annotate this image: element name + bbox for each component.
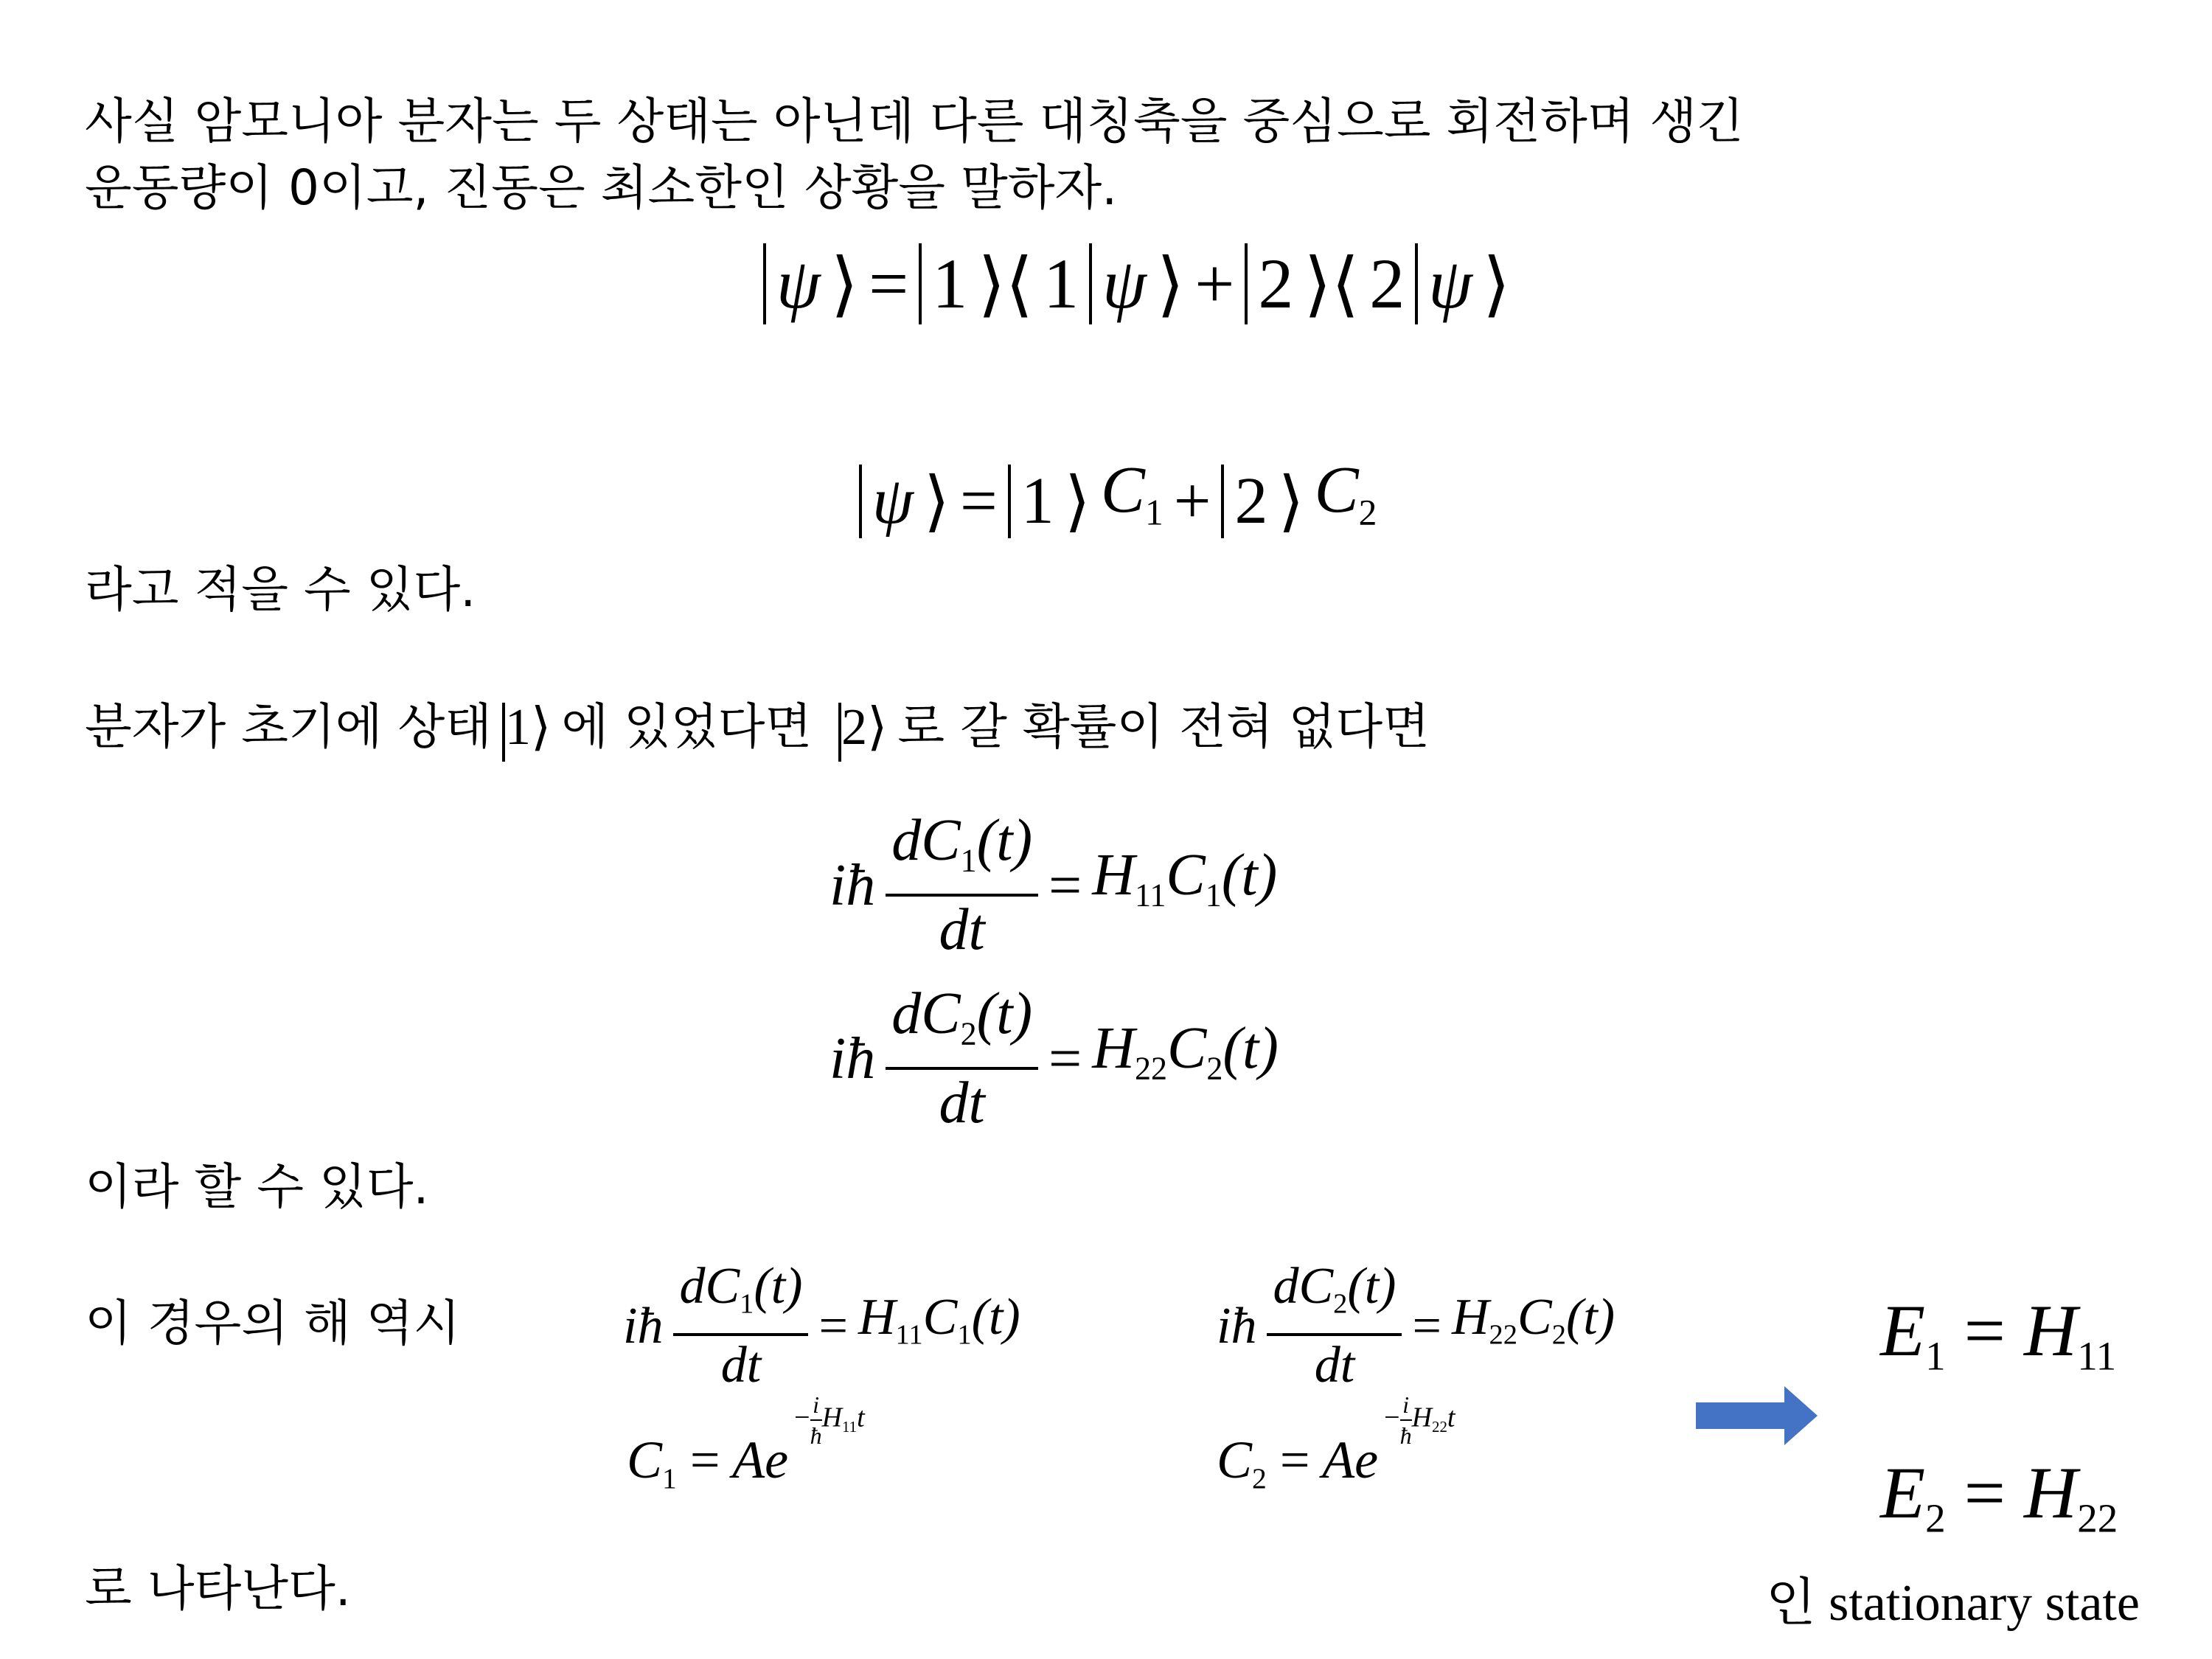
solution-c1: $C_1 = Ae$ − $\frac{i}{ħ}$ $H_{11}t$ xyxy=(627,1391,865,1495)
schrodinger-eq-1: iħ $\frac{dC_1(t)}{dt}$ = $H_{11}C_1(t)$ xyxy=(830,808,1278,963)
appears-as-text: 로 나타난다. xyxy=(85,1560,351,1617)
ket-2: 2⟩ xyxy=(838,693,887,762)
solution-c2: $C_2 = Ae$ − $\frac{i}{ħ}$ $H_{22}t$ xyxy=(1217,1391,1455,1495)
schrodinger-eq-2: iħ $\frac{dC_2(t)}{dt}$ = $H_{22}C_2(t)$ xyxy=(830,981,1279,1136)
energy-e1: $E_1 = H_{11}$ xyxy=(1880,1290,2117,1379)
ket-1: 1⟩ xyxy=(502,693,551,762)
stationary-state-text: 인 stationary state xyxy=(1766,1575,2140,1632)
right-arrow-icon xyxy=(1696,1386,1821,1445)
solution-intro-text: 이 경우의 해 역시 xyxy=(85,1295,461,1352)
solution-eq-1: iħ $\frac{dC_1(t)}{dt}$ = $H_{11}C_1(t)$ xyxy=(623,1258,1020,1394)
condition-part-1: 분자가 초기에 상태 xyxy=(85,698,493,756)
intro-line-2: 운동량이 0이고, 진동은 최소한인 상황을 말하자. xyxy=(85,159,1118,216)
intro-line-1: 사실 암모니아 분자는 두 상태는 아닌데 다른 대칭축을 중심으로 회전하며 생긴 xyxy=(85,93,1744,150)
equation-expansion: ψ ⟩ = 1 ⟩⟨ 1 ψ ⟩ + 2 ⟩⟨ 2 ψ ⟩ xyxy=(763,240,1510,345)
condition-part-3: 로 갈 확률이 전혀 없다면 xyxy=(897,698,1430,756)
energy-e2: $E_2 = H_{22}$ xyxy=(1880,1452,2118,1541)
condition-sentence xyxy=(85,693,1430,762)
can-say-text: 이라 할 수 있다. xyxy=(85,1158,429,1215)
can-write-text: 라고 적을 수 있다. xyxy=(85,561,476,618)
solution-eq-2: iħ $\frac{dC_2(t)}{dt}$ = $H_{22}C_2(t)$ xyxy=(1217,1258,1615,1394)
equation-coefficients: ψ ⟩ = 1 ⟩ $C_1$ + 2 ⟩ $C_2$ xyxy=(859,450,1377,557)
condition-part-2: 에 있었다면 xyxy=(561,698,813,756)
